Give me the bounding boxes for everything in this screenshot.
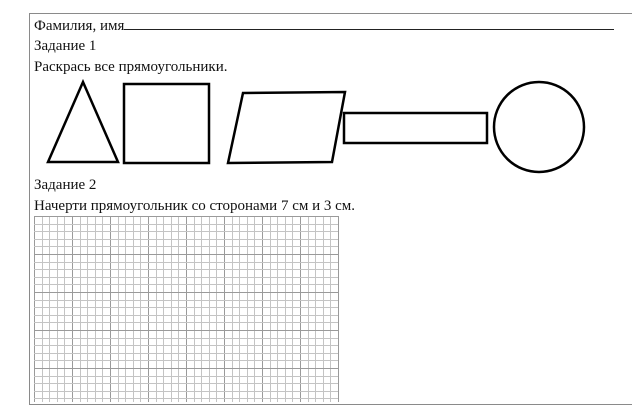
task2-heading: Задание 2 <box>34 177 97 193</box>
task1-instruction: Раскрась все прямоугольники. <box>34 59 228 75</box>
task2-instruction: Начерти прямоугольник со сторонами 7 см и 3 см. <box>34 198 356 214</box>
name-label: Фамилия, имя <box>34 18 125 34</box>
circle-shape[interactable] <box>494 82 584 172</box>
shapes-row <box>0 0 632 180</box>
graph-paper-grid[interactable] <box>34 216 340 402</box>
parallelogram-shape[interactable] <box>228 92 345 163</box>
square-shape[interactable] <box>124 84 209 163</box>
triangle-shape[interactable] <box>48 82 118 162</box>
rectangle-shape[interactable] <box>344 113 487 143</box>
task1-heading: Задание 1 <box>34 38 97 54</box>
